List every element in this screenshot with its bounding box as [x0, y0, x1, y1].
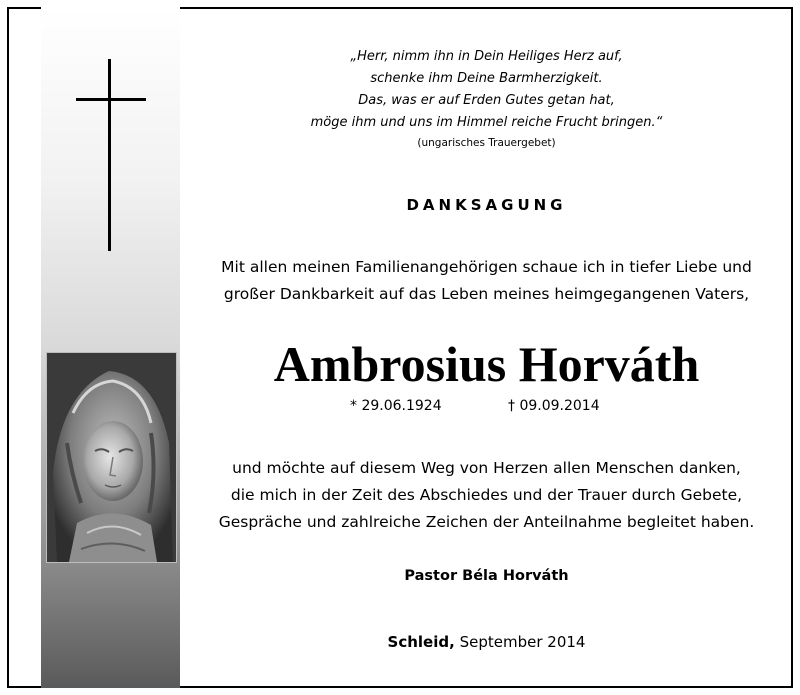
birth-date: * 29.06.1924 [350, 398, 442, 414]
intro-text [180, 254, 793, 308]
cross-icon-bar [76, 98, 146, 101]
quote-line: Das, was er auf Erden Gutes getan hat, [358, 93, 615, 108]
quote-line: möge ihm und uns im Himmel reiche Frucht bringen.“ [310, 115, 663, 130]
thanks-text [180, 455, 793, 536]
obituary-content [180, 0, 793, 695]
quote-line: schenke ihm Deine Barmherzigkeit. [370, 71, 603, 86]
prayer-quote [180, 46, 793, 134]
place-date [180, 633, 793, 651]
place-city: Schleid, [387, 633, 455, 651]
thanks-line: und möchte auf diesem Weg von Herzen allen Menschen danken, [232, 459, 741, 477]
intro-line: Mit allen meinen Familienangehörigen schaue ich in tiefer Liebe und [221, 258, 752, 276]
signer-name: Pastor Béla Horváth [404, 568, 569, 584]
thanks-line: die mich in der Zeit des Abschiedes und der Trauer durch Gebete, [230, 486, 743, 504]
place-month: September 2014 [459, 633, 586, 651]
heading: DANKSAGUNG [406, 196, 567, 214]
death-date: † 09.09.2014 [508, 398, 600, 414]
quote-line: „Herr, nimm ihn in Dein Heiliges Herz auf, [350, 49, 623, 64]
intro-line: großer Dankbarkeit auf das Leben meines heimgegangenen Vaters, [223, 285, 750, 303]
cross-icon [108, 59, 111, 251]
pieta-image [46, 352, 177, 563]
thanks-line: Gespräche und zahlreiche Zeichen der Anteilnahme begleitet haben. [218, 513, 755, 531]
deceased-name: Ambrosius Horváth [273, 336, 700, 392]
quote-source: (ungarisches Trauergebet) [417, 137, 556, 149]
